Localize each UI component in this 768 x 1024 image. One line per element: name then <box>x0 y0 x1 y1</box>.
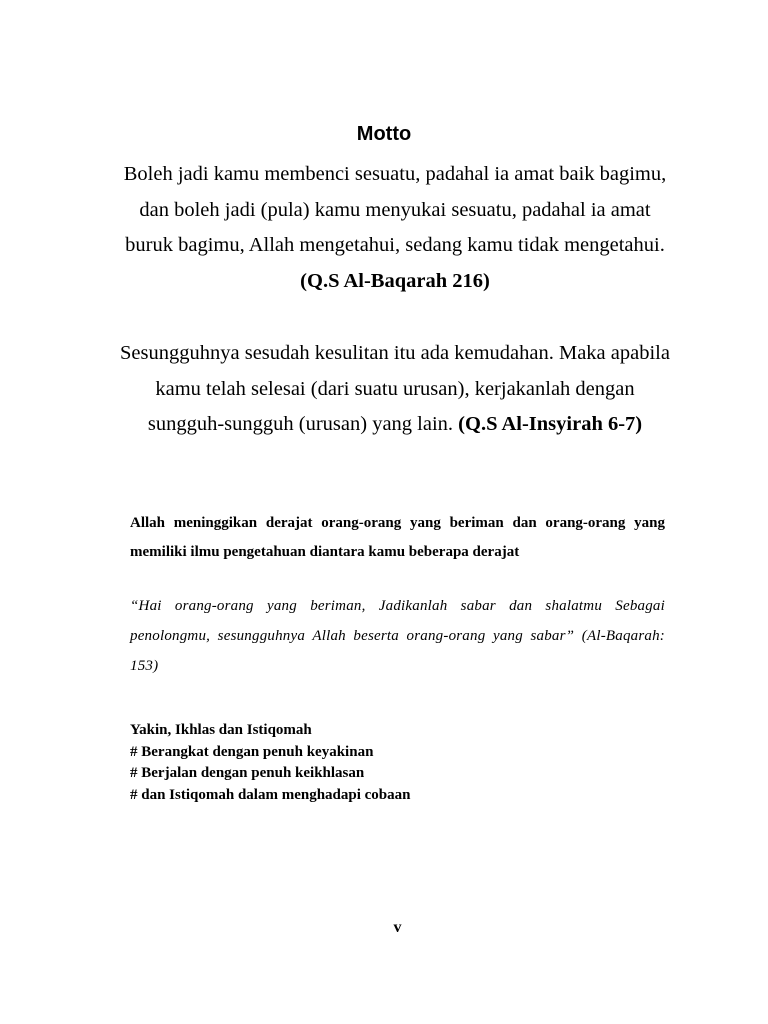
quote-al-insyirah-6-7 <box>120 336 670 443</box>
paragraph-italic-quote: “Hai orang-orang yang beriman, Jadikanlah sabar dan shalatmu Sebagai penolongmu, sesungguhnya Allah beserta orang-orang yang sabar” (Al-Baqarah: 153) <box>130 598 665 674</box>
quote-al-baqarah-216 <box>120 157 670 299</box>
page-number: v <box>393 919 402 936</box>
list-item: # dan Istiqomah dalam menghadapi cobaan <box>130 786 411 803</box>
quote-text: Sesungguhnya sesudah kesulitan itu ada kemudahan. Maka apabila kamu telah selesai (dari suatu urusan), kerjakanlah dengan sungguh-sungguh (urusan) yang lain. <box>120 342 670 435</box>
paragraph-bold: Allah meninggikan derajat orang-orang yang beriman dan orang-orang yang memiliki ilmu pengetahuan diantara kamu beberapa derajat <box>130 515 665 560</box>
list-item: # Berjalan dengan penuh keikhlasan <box>130 765 365 781</box>
list-item: # Berangkat dengan penuh keyakinan <box>130 743 374 760</box>
quote-reference: (Q.S Al-Insyirah 6-7) <box>458 413 643 435</box>
list-heading: Yakin, Ikhlas dan Istiqomah <box>130 722 312 738</box>
quote-text: Boleh jadi kamu membenci sesuatu, padahal ia amat baik bagimu, dan boleh jadi (pula) kamu menyukai sesuatu, padahal ia amat buruk bagimu, Allah mengetahui, sedang kamu tidak mengetahui. <box>123 163 667 256</box>
quote-reference: (Q.S Al-Baqarah 216) <box>300 269 490 292</box>
motto-list <box>130 720 665 806</box>
page-title: Motto <box>356 123 412 145</box>
